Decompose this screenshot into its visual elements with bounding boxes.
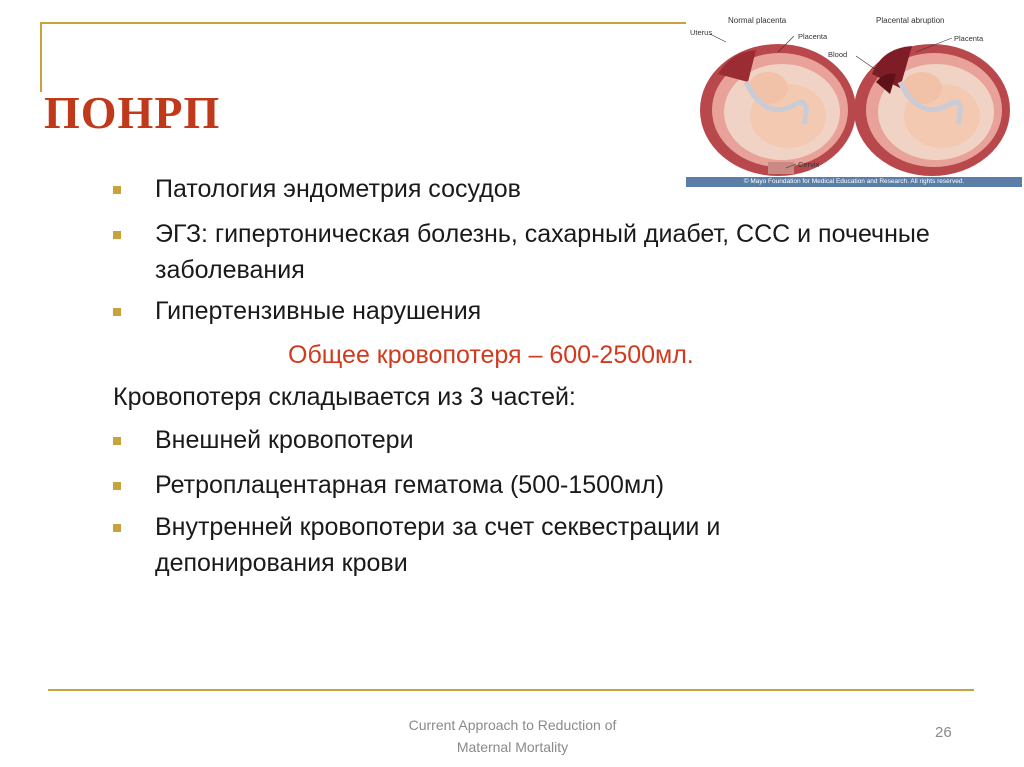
placenta-illustration [686, 12, 1022, 187]
blood-loss-intro-text: Кровопотеря складывается из 3 частей: [113, 383, 576, 411]
bullet-item-6: Внутренней кровопотери за счет секвестрации и депонирования крови [155, 513, 721, 577]
footer-divider [48, 689, 974, 691]
page-number: 26 [935, 724, 952, 741]
figure-copyright-strip: © Mayo Foundation for Medical Education and Research. All rights reserved. [686, 177, 1022, 187]
bullet-marker [113, 308, 121, 316]
normal-placenta-uterus [700, 44, 856, 176]
footer-caption-line-2: Maternal Mortality [456, 739, 569, 755]
blood-label: Blood [828, 50, 848, 59]
bullet-item-1: Патология эндометрия сосудов [155, 175, 521, 203]
placenta-label-right: Placenta [954, 34, 984, 43]
total-blood-loss-highlight: Общее кровопотеря – 600-2500мл. [288, 341, 694, 369]
bullet-marker [113, 437, 121, 445]
bullet-item-4: Внешней кровопотери [155, 426, 414, 454]
uterus-label: Uterus [690, 28, 713, 37]
bullet-marker [113, 482, 121, 490]
slide-frame-left-line [40, 22, 42, 92]
bullet-item-5: Ретроплацентарная гематома (500-1500мл) [155, 471, 665, 499]
cervix-label: Cervix [798, 160, 820, 169]
footer-caption [360, 714, 665, 758]
placental-abruption-uterus [854, 44, 1010, 176]
bullet-marker [113, 186, 121, 194]
footer-caption-line-1: Current Approach to Reduction of [408, 717, 617, 733]
bullet-item-2: ЭГЗ: гипертоническая болезнь, сахарный диабет, ССС и почечные заболевания [155, 220, 930, 284]
bullet-item-3: Гипертензивные нарушения [155, 297, 482, 325]
normal-placenta-caption: Normal placenta [728, 16, 787, 25]
bullet-marker [113, 524, 121, 532]
slide-title: ПОНРП [44, 87, 221, 138]
placenta-label-left: Placenta [798, 32, 828, 41]
slide-frame-top-line [40, 22, 690, 24]
placental-abruption-caption: Placental abruption [876, 16, 945, 25]
bullet-marker [113, 231, 121, 239]
